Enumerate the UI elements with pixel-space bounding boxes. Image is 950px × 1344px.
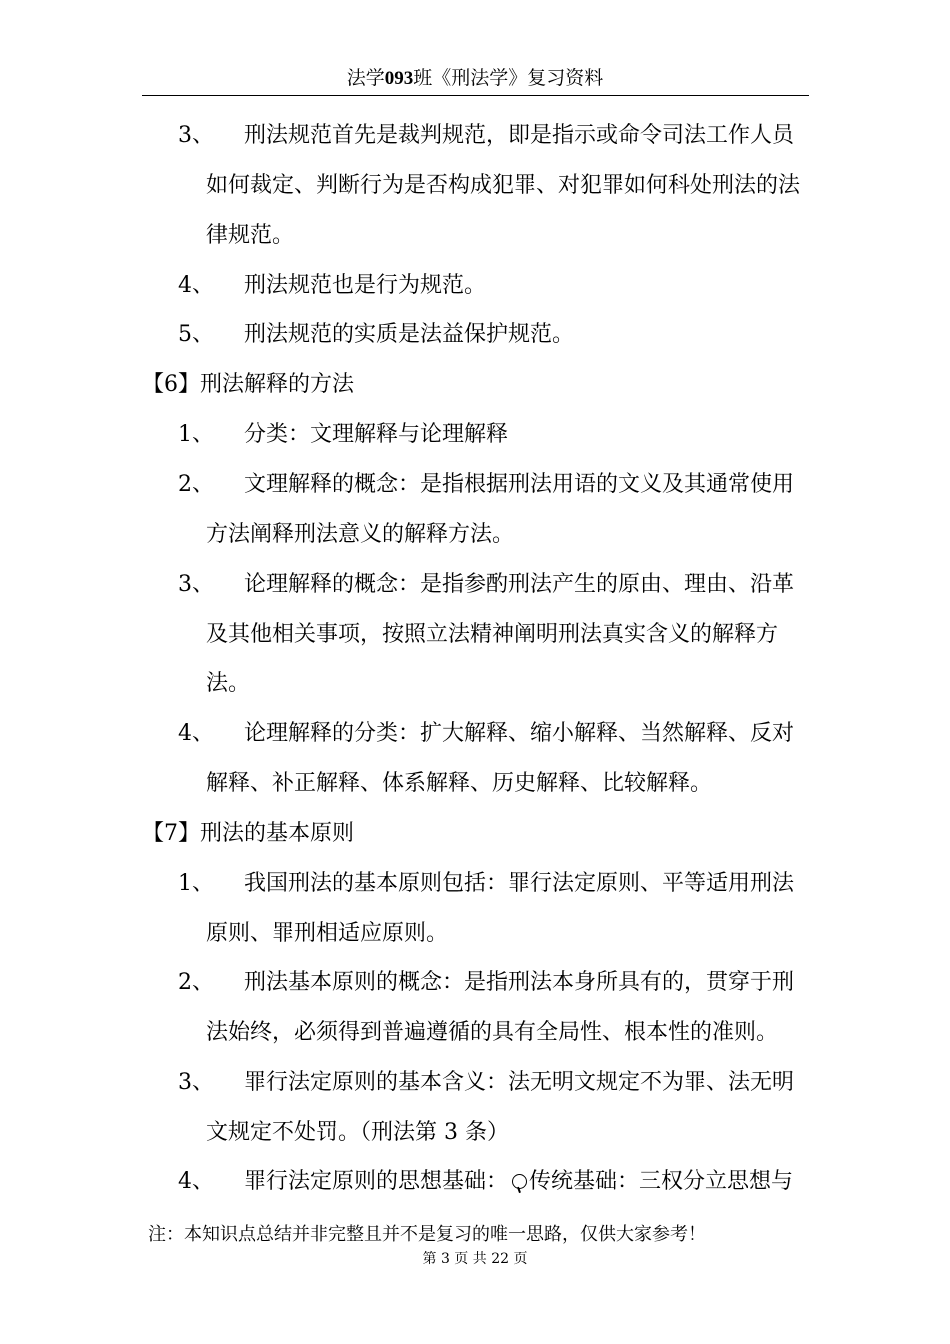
header-divider (142, 95, 809, 96)
item-number: 1、 (178, 422, 214, 447)
item-text-continued: 律规范。 (206, 223, 295, 248)
item-text: 刑法规范首先是裁判规范，即是指示或命令司法工作人员 (244, 123, 795, 148)
section-heading: 【7】刑法的基本原则 (142, 821, 354, 846)
item-text: 分类：文理解释与论理解释 (244, 422, 509, 447)
item-text-continued: 法。 (206, 671, 251, 696)
header-number: 093 (384, 68, 414, 89)
page-header (0, 66, 950, 91)
item-text: 刑法规范的实质是法益保护规范。 (244, 322, 575, 347)
item-number: 3、 (178, 123, 214, 148)
item-number: 2、 (178, 472, 214, 497)
item-text-continued: 法始终，必须得到普遍遵循的具有全局性、根本性的准则。 (206, 1020, 779, 1045)
circled-one-marker-icon (512, 1174, 527, 1189)
item-text-continued: 原则、罪刑相适应原则。 (206, 921, 449, 946)
item-text-continued: 如何裁定、判断行为是否构成犯罪、对犯罪如何科处刑法的法 (206, 173, 801, 198)
item-text-continued: 及其他相关事项，按照立法精神阐明刑法真实含义的解释方 (206, 622, 779, 647)
header-prefix: 法学 (346, 67, 385, 89)
footer-note: 注：本知识点总结并非完整且并不是复习的唯一思路，仅供大家参考！ (148, 1224, 706, 1245)
item-text: 刑法基本原则的概念：是指刑法本身所具有的，贯穿于刑 (244, 970, 795, 995)
item-text-continued: 方法阐释刑法意义的解释方法。 (206, 522, 515, 547)
item-number: 3、 (178, 1070, 214, 1095)
item-text-continued: 解释、补正解释、体系解释、历史解释、比较解释。 (206, 771, 713, 796)
item-text: 罪行法定原则的基本含义：法无明文规定不为罪、法无明 (244, 1070, 795, 1095)
item-text-continued: 文规定不处罚。（刑法第 3 条） (206, 1120, 509, 1145)
header-suffix: 班《刑法学》复习资料 (413, 67, 604, 89)
item-number: 4、 (178, 1169, 214, 1194)
item-text: 文理解释的概念：是指根据刑法用语的文义及其通常使用 (244, 472, 795, 497)
item-number: 2、 (178, 970, 214, 995)
page-number: 第 3 页 共 22 页 (422, 1251, 528, 1267)
item-text (244, 1167, 793, 1197)
item-text: 论理解释的分类：扩大解释、缩小解释、当然解释、反对 (244, 721, 795, 746)
item-number: 5、 (178, 322, 214, 347)
item-text: 我国刑法的基本原则包括：罪行法定原则、平等适用刑法 (244, 871, 795, 896)
item-text: 论理解释的概念：是指参酌刑法产生的原由、理由、沿革 (244, 572, 795, 597)
item-text: 刑法规范也是行为规范。 (244, 273, 487, 298)
item-number: 3、 (178, 572, 214, 597)
section-heading: 【6】刑法解释的方法 (142, 372, 354, 397)
item-text-part: 传统基础：三权分立思想与 (529, 1169, 794, 1194)
item-number: 4、 (178, 273, 214, 298)
item-number: 4、 (178, 721, 214, 746)
item-number: 1、 (178, 871, 214, 896)
item-text-part: 罪行法定原则的思想基础： (244, 1169, 509, 1194)
